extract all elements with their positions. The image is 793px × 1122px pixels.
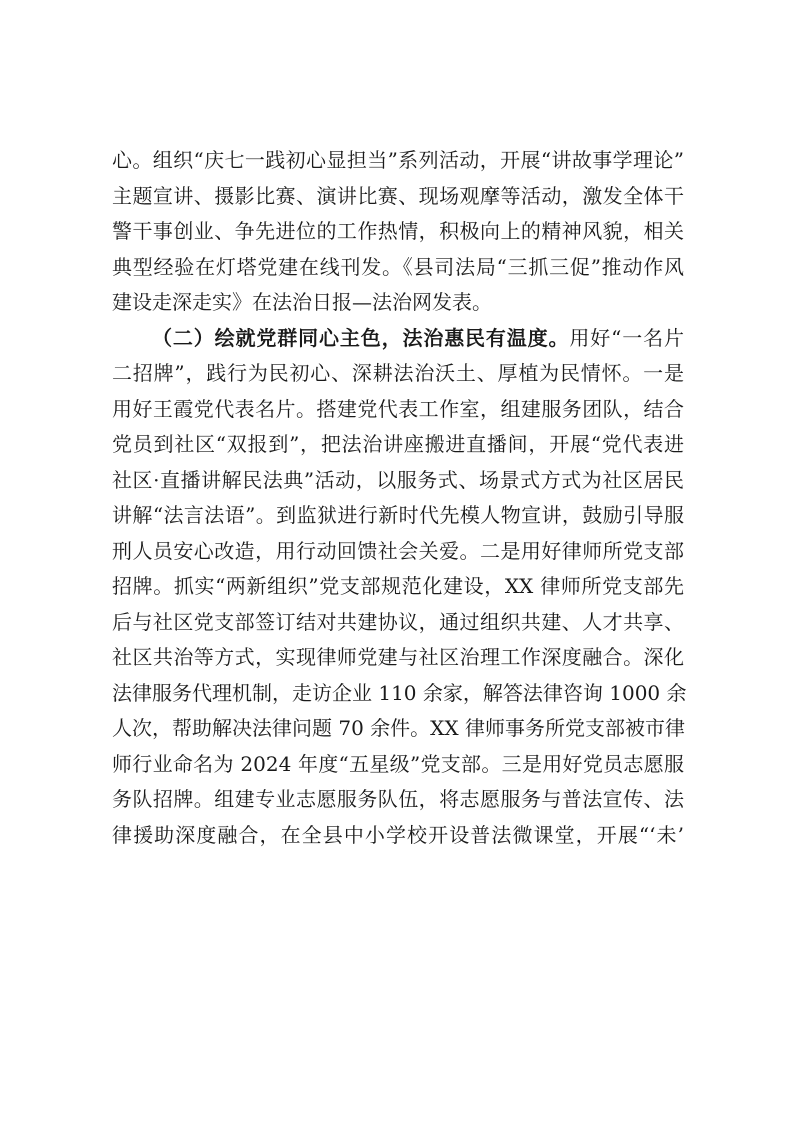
text-line: 后与社区党支部签订结对共建协议，通过组织共建、人才共享、 <box>112 609 684 634</box>
text-line: 用好王霞党代表名片。搭建党代表工作室，组建服务团队，结合 <box>112 396 684 421</box>
text-line: 法律服务代理机制，走访企业 110 余家，解答法律咨询 1000 余 <box>112 680 687 705</box>
body-text <box>112 143 687 853</box>
text-line: 社区·直播讲解民法典”活动，以服务式、场景式方式为社区居民 <box>112 467 684 492</box>
text-line: 刑人员安心改造，用行动回馈社会关爱。二是用好律师所党支部 <box>112 538 684 563</box>
text-line: 师行业命名为 2024 年度“五星级”党支部。三是用好党员志愿服 <box>112 751 684 776</box>
text-line: 二招牌”，践行为民初心、深耕法治沃土、厚植为民情怀。一是 <box>112 361 684 385</box>
text-line: 心。组织“庆七一践初心显担当”系列活动，开展“讲故事学理论” <box>112 148 684 172</box>
text-line: 讲解“法言法语”。到监狱进行新时代先模人物宣讲，鼓励引导服 <box>112 503 684 527</box>
text-line: 党员到社区“双报到”，把法治讲座搬进直播间，开展“党代表进 <box>112 432 684 456</box>
paragraph-first-line <box>112 321 684 357</box>
text-line: 招牌。抓实“两新组织”党支部规范化建设，XX 律师所党支部先 <box>112 574 684 598</box>
text-line: 主题宣讲、摄影比赛、演讲比赛、现场观摩等活动，激发全体干 <box>112 183 684 208</box>
text-line: 建设走深走实》在法治日报—法治网发表。 <box>112 290 492 314</box>
text-line: 警干事创业、争先进位的工作热情，积极向上的精神风貌，相关 <box>112 219 684 243</box>
paragraph-2 <box>112 321 687 854</box>
text-line: 典型经验在灯塔党建在线刊发。《县司法局“三抓三促”推动作风 <box>112 254 684 279</box>
section-heading: （二）绘就党群同心主色，法治惠民有温度。 <box>152 325 570 350</box>
text-line: 社区共治等方式，实现律师党建与社区治理工作深度融合。深化 <box>112 645 684 669</box>
text-line: 律援助深度融合，在全县中小学校开设普法微课堂，开展“‘未’ <box>112 822 684 847</box>
text-line: 人次，帮助解决法律问题 70 余件。XX 律师事务所党支部被市律 <box>112 716 685 740</box>
text-line: 务队招牌。组建专业志愿服务队伍，将志愿服务与普法宣传、法 <box>112 787 684 811</box>
paragraph-1 <box>112 143 684 321</box>
text-line-rest: 用好“一名片 <box>569 325 684 350</box>
